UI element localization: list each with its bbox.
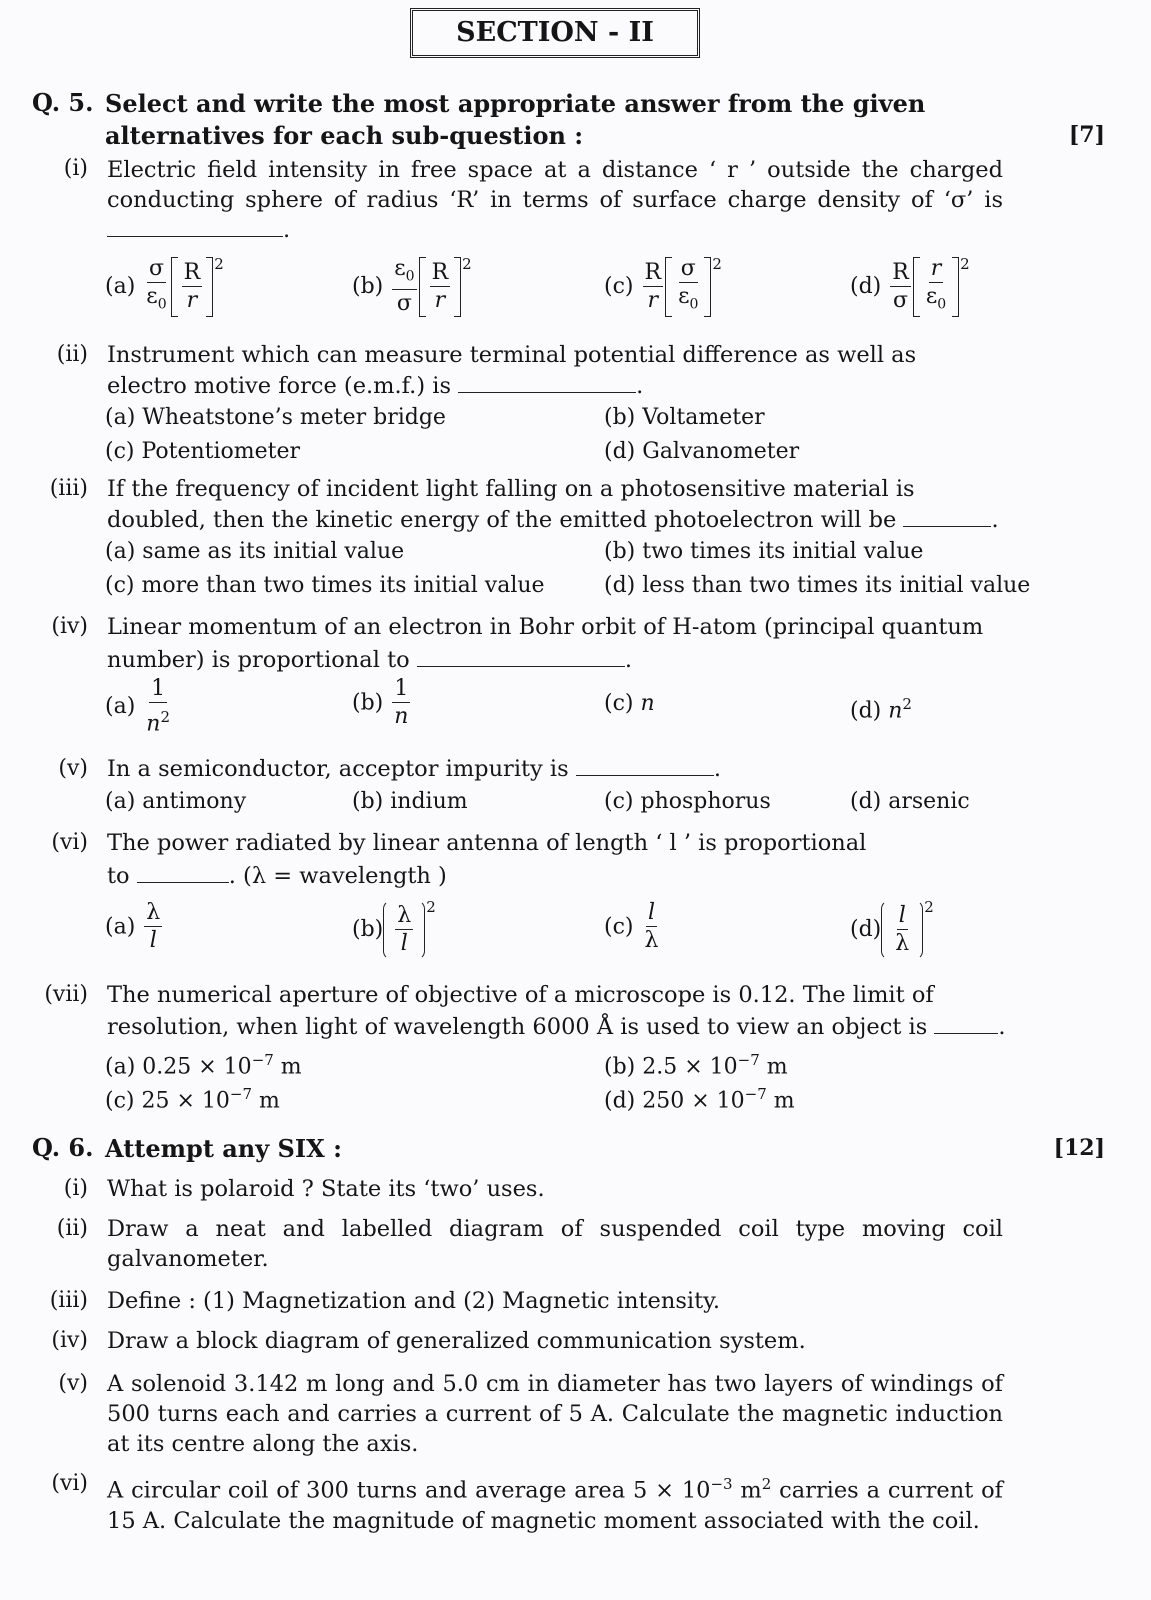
q5-ii-option-b: (b) Voltameter (604, 405, 765, 430)
q5-ii-text-line1: Instrument which can measure terminal potential difference as well as (107, 342, 917, 368)
exponent: −3 (710, 1475, 733, 1493)
answer-blank (137, 864, 229, 883)
unit: m (273, 1054, 302, 1080)
q5-v-text-body: In a semiconductor, acceptor impurity is (107, 756, 569, 782)
option-label: (d) 250 × 10 (604, 1088, 745, 1114)
q5-iii-text-line2: doubled, then the kinetic energy of the emitted photoelectron will be . (107, 507, 999, 533)
answer-blank (576, 757, 714, 776)
q5-iii-number: (iii) (49, 476, 88, 501)
exponent: −7 (744, 1085, 767, 1103)
q6-i-number: (i) (63, 1176, 88, 1201)
option-label: (b) (352, 274, 384, 300)
answer-blank (417, 648, 625, 667)
fraction: $\frac{R}{\sigma}$ (892, 259, 909, 313)
q5-iii-option-a: (a) same as its initial value (105, 539, 405, 564)
q5-vii-option-a (105, 1046, 302, 1081)
q5-i-option-c: (c) $\frac{R}{r}$ $\frac{\sigma}{\varepsilon_0}$ $^2$ (604, 256, 722, 318)
q5-vi-text-wavelength: . (λ = wavelength ) (228, 863, 447, 889)
fraction: $\frac{R}{r}$ (644, 259, 662, 313)
q5-vi-text-to: to (107, 863, 130, 889)
unit: m (759, 1054, 788, 1080)
q5-marks: [7] (1068, 122, 1105, 148)
q5-vi-option-d: (d) $\frac{l}{\lambda}$ $^2$ (850, 900, 934, 960)
q6-vi-text-b: m (732, 1477, 762, 1504)
q5-iv-option-d: (d) $n^2$ (850, 695, 912, 724)
bracket-term: $\frac{R}{r}$ (171, 257, 214, 317)
q5-i-option-a: (a) $\frac{\sigma}{\varepsilon_0}$ $\frac{R}{r}$ $^2$ (105, 256, 224, 318)
q5-heading-line1: Select and write the most appropriate answer from the given (105, 89, 926, 118)
q6-vi-number: (vi) (51, 1471, 88, 1496)
q6-marks: [12] (1053, 1135, 1105, 1161)
q5-v-option-b: (b) indium (352, 789, 468, 814)
q5-i-number: (i) (63, 156, 88, 181)
q6-vi-text (107, 1469, 1003, 1536)
option-label: (d) (850, 274, 882, 300)
q5-vi-option-c (604, 900, 662, 955)
q5-ii-option-d: (d) Galvanometer (604, 439, 800, 464)
option-label: (b) (352, 917, 384, 942)
q5-iv-option-c: (c) n (604, 691, 655, 716)
q6-ii-number: (ii) (56, 1216, 88, 1241)
option-label: (a) (105, 914, 136, 940)
q5-vii-number: (vii) (44, 982, 88, 1007)
q5-i-text: Electric field intensity in free space at a distance ‘ r ’ outside the charged conducting sphere of radius ‘R’ in terms of surface charge density of ‘σ’ is . (107, 157, 1003, 243)
fraction: $\frac{\sigma}{\varepsilon_0}$ (146, 256, 167, 313)
q5-i-option-d: (d) $\frac{R}{\sigma}$ $\frac{r}{\varepsilon_0}$ $^2$ (850, 256, 970, 318)
exponent: 2 (761, 1475, 772, 1493)
q5-v-option-c: (c) phosphorus (604, 789, 771, 814)
q6-iii-text: Define : (1) Magnetization and (2) Magnetic intensity. (107, 1288, 721, 1314)
q5-vii-text-body: resolution, when light of wavelength 6000 Å is used to view an object is (107, 1014, 928, 1040)
fraction: $\frac{l}{\lambda}$ (644, 900, 659, 953)
option-label: (d) (850, 917, 882, 942)
q6-iv-text: Draw a block diagram of generalized communication system. (107, 1328, 806, 1354)
q6-heading: Attempt any SIX : (105, 1134, 342, 1163)
q5-iii-option-c: (c) more than two times its initial value (105, 573, 545, 598)
fraction: $\frac{\varepsilon_0}{\sigma}$ (394, 256, 415, 317)
paren-term: $\frac{\lambda}{l}$ (383, 900, 425, 960)
answer-blank (107, 218, 283, 237)
q5-vi-number: (vi) (51, 830, 88, 855)
q5-iv-text-line2: number) is proportional to . (107, 647, 632, 673)
answer-blank (458, 374, 636, 393)
q5-vii-option-b (604, 1046, 788, 1081)
q5-iv-text-body: number) is proportional to (107, 647, 410, 673)
q5-vii-option-d (604, 1080, 795, 1115)
q5-iv-option-a (105, 676, 174, 738)
q5-heading-line2: alternatives for each sub-question : (105, 121, 584, 150)
option-label: (c) (604, 691, 634, 716)
answer-blank (934, 1015, 998, 1034)
q5-ii-number: (ii) (56, 342, 88, 367)
option-label: (c) 25 × 10 (105, 1088, 230, 1114)
q5-vii-text-line1: The numerical aperture of objective of a microscope is 0.12. The limit of (107, 982, 934, 1008)
q5-iv-option-b (352, 676, 412, 731)
q5-iii-option-b: (b) two times its initial value (604, 539, 924, 564)
q5-ii-option-c: (c) Potentiometer (105, 439, 301, 464)
q6-iii-number: (iii) (49, 1288, 88, 1313)
q5-v-option-d: (d) arsenic (850, 789, 970, 814)
q5-ii-text-line2: electro motive force (e.m.f.) is . (107, 373, 644, 399)
fraction: $\frac{1}{n}$ (394, 676, 409, 729)
exponent: −7 (251, 1051, 274, 1069)
option-label: (b) (352, 690, 384, 716)
q5-iii-text-body: doubled, then the kinetic energy of the emitted photoelectron will be (107, 507, 897, 533)
option-label: (c) (604, 914, 634, 940)
q5-vi-text-line2 (107, 861, 1007, 891)
q6-vi-text-a: A circular coil of 300 turns and average area 5 × 10 (107, 1477, 711, 1504)
q5-vi-option-a (105, 900, 164, 955)
q6-ii-text: Draw a neat and labelled diagram of suspended coil type moving coil galvanometer. (107, 1216, 1003, 1272)
bracket-term: $\frac{r}{\varepsilon_0}$ (913, 256, 959, 318)
q5-ii-text-body: electro motive force (e.m.f.) is (107, 373, 452, 399)
q5-iv-text-line1: Linear momentum of an electron in Bohr orbit of H-atom (principal quantum (107, 614, 984, 640)
q6-i-text: What is polaroid ? State its ‘two’ uses. (107, 1176, 545, 1202)
bracket-term: $\frac{R}{r}$ (419, 257, 462, 317)
unit: m (766, 1088, 795, 1114)
q5-number: Q. 5. (32, 88, 94, 117)
q5-v-text: In a semiconductor, acceptor impurity is . (107, 756, 721, 782)
fraction: $\frac{\lambda}{l}$ (146, 900, 161, 953)
q5-iii-option-d: (d) less than two times its initial value (604, 573, 1031, 598)
q5-vii-text-line2: resolution, when light of wavelength 6000 Å is used to view an object is . (107, 1014, 1006, 1040)
option-label: (a) (105, 694, 136, 720)
q6-number: Q. 6. (32, 1133, 94, 1162)
q5-iv-number: (iv) (51, 614, 88, 639)
paren-term: $\frac{l}{\lambda}$ (881, 900, 923, 960)
q5-iii-text-line1: If the frequency of incident light falling on a photosensitive material is (107, 476, 915, 502)
option-label: (b) 2.5 × 10 (604, 1054, 738, 1080)
exponent: −7 (229, 1085, 253, 1103)
option-label: (c) (604, 274, 634, 300)
q5-vi-option-b: (b) $\frac{\lambda}{l}$ $^2$ (352, 900, 436, 960)
unit: m (252, 1088, 280, 1114)
option-label: (a) 0.25 × 10 (105, 1054, 252, 1080)
q6-vi-text-c: carries a current of 15 A. Calculate the magnitude of magnetic moment associated with the coil. (107, 1477, 1003, 1534)
option-label: (d) (850, 698, 882, 724)
q5-i-text-body: Electric field intensity in free space at a distance ‘ r ’ outside the charged conducting sphere of radius ‘R’ in terms of surface charge density of ‘σ’ is (107, 157, 1003, 213)
q5-i-option-b: (b) $\frac{\varepsilon_0}{\sigma}$ $\frac{R}{r}$ $^2$ (352, 255, 472, 317)
option-label: (a) (105, 274, 136, 300)
q5-vii-option-c (105, 1080, 280, 1115)
q6-v-text: A solenoid 3.142 m long and 5.0 cm in diameter has two layers of windings of 500 turns each and carries a current of 5 A. Calculate the magnetic induction at its centre along the axis. (107, 1371, 1003, 1457)
q5-vi-text-line1: The power radiated by linear antenna of length ‘ l ’ is proportional (107, 830, 867, 856)
q6-v-number: (v) (58, 1371, 88, 1396)
exponent: −7 (737, 1051, 760, 1069)
q6-iv-number: (iv) (51, 1328, 88, 1353)
answer-blank (903, 508, 991, 527)
q5-v-option-a: (a) antimony (105, 789, 247, 814)
bracket-term: $\frac{\sigma}{\varepsilon_0}$ (665, 256, 711, 318)
section-title: SECTION - II (410, 8, 700, 58)
q5-ii-option-a: (a) Wheatstone’s meter bridge (105, 405, 446, 430)
q5-v-number: (v) (58, 756, 88, 781)
fraction: $\frac{1}{n^2}$ (146, 676, 171, 737)
